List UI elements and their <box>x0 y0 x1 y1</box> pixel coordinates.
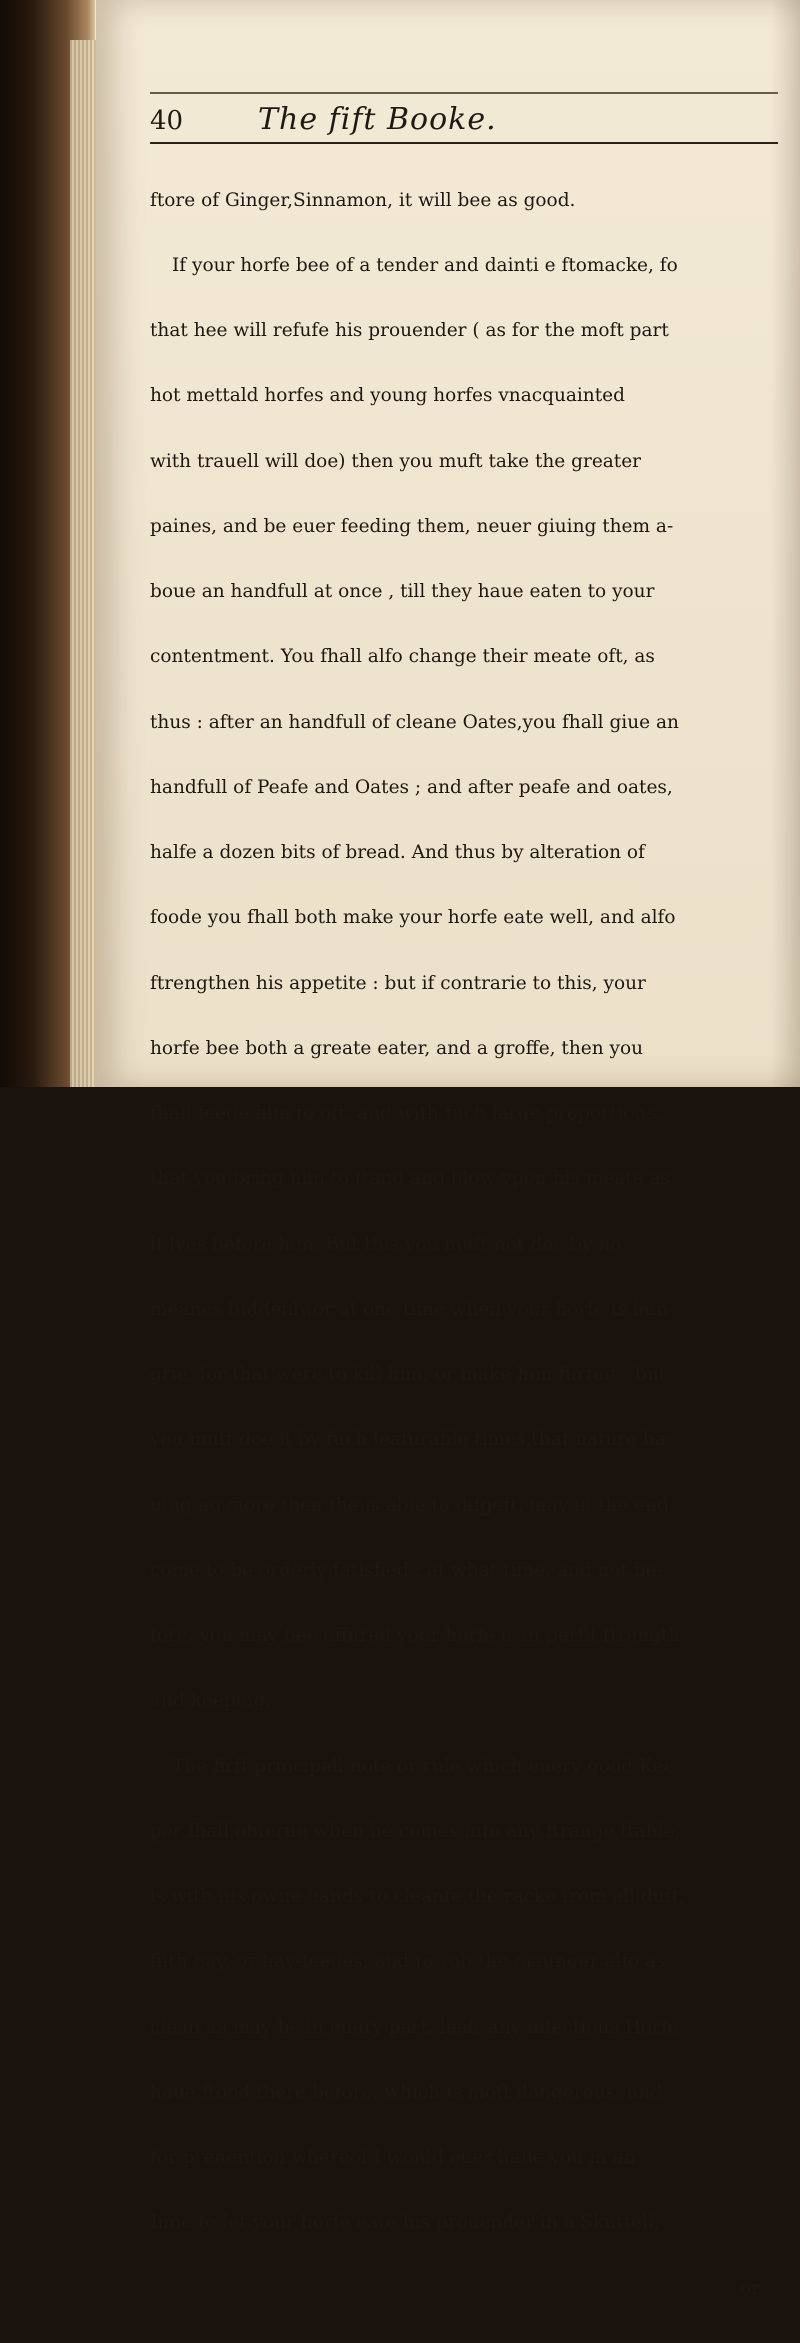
text-line: handfull of Peafe and Oates ; and after peafe and oates, <box>150 776 673 798</box>
text-line: boue an handfull at once , till they haue eaten to your <box>150 581 655 602</box>
text-line: thus : after an handfull of cleane Oates,you fhall giue an <box>150 711 679 733</box>
text-line: that you bring him to ftand and blow vpon his meate as <box>150 1168 670 1190</box>
text-line: that hee will refufe his prouender ( as for the moft part <box>150 320 669 341</box>
text-line: fhall feede him fo oft, and with fuch large proportions, <box>150 1103 662 1124</box>
text-line: contentment. You fhall alfo change their meate oft, as <box>150 646 655 668</box>
catchword: or <box>740 2277 760 2299</box>
text-line: and keeping. <box>150 1690 272 1712</box>
page-edges <box>70 40 98 1087</box>
text-line: haue ftood there before, which is moft dangerous: and <box>150 2081 663 2103</box>
text-line: foode you fhall both make your horfe eate well, and alfo <box>150 907 676 929</box>
text-line: filth,hay, or hay-feedes, and to rub the maunger alfo as <box>150 1951 666 1973</box>
text-line: ftrengthen his appetite : but if contrarie to this, your <box>150 972 646 994</box>
text-line: clean as may be in euery part, leaft any infectious Horfe <box>150 2016 679 2038</box>
text-line: per fhall obferue when he comes into any ftrange ftable, <box>150 1820 681 1842</box>
text-line: with trauell will doe) then you muft take the greater <box>150 450 642 472</box>
text-line: for preuention whereof I would euer haue you in an <box>150 2147 636 2168</box>
text-line: uing no more then fhe is able to difgeft, may in the end <box>150 1494 669 1516</box>
text-line: horfe bee both a greate eater, and a groffe, then you <box>150 1037 644 1059</box>
body-text <box>150 146 790 2343</box>
text-line: is with his owne hands to cleanfe the racke from all duft, <box>150 1886 685 1907</box>
text-line: fore, you may bee affured your horfe is in perfit ftrength <box>150 1625 681 1646</box>
header-rule <box>150 142 778 144</box>
text-line: paines, and be euer feeding them, neuer giuing them a- <box>150 515 674 537</box>
text-line: grie, for that were to kill him, or make him furfeit : but <box>150 1364 667 1385</box>
running-head <box>150 102 778 142</box>
text-line: The firft principall note or rule which euery good Kee- <box>172 1755 681 1777</box>
text-line: ftore of Ginger,Sinnamon, it will bee as good. <box>150 189 576 211</box>
text-line: Inne to let your horfe eate his prouender in a Skuttell, <box>150 2212 660 2234</box>
text-line: it lyes before him. But this you muft not doe by no <box>150 1233 622 1255</box>
text-line: halfe a dozen bits of bread. And thus by alteration of <box>150 842 645 863</box>
text-line: meanes fuddenly,or at one time when your horfe is hun- <box>150 1298 675 1320</box>
text-line: come to be orderly fatisfied : at what time, and not be- <box>150 1559 663 1581</box>
text-line: If your horfe bee of a tender and dainti e ftomacke, fo <box>172 254 678 276</box>
top-rule <box>150 92 778 94</box>
text-line: you muft doe it by fuch leafurable times,that nature ha- <box>150 1429 673 1451</box>
text-line: hot mettald horfes and young horfes vnacquainted <box>150 385 625 407</box>
page-number: 40 <box>150 106 184 136</box>
running-title: The fift Booke. <box>258 102 497 137</box>
